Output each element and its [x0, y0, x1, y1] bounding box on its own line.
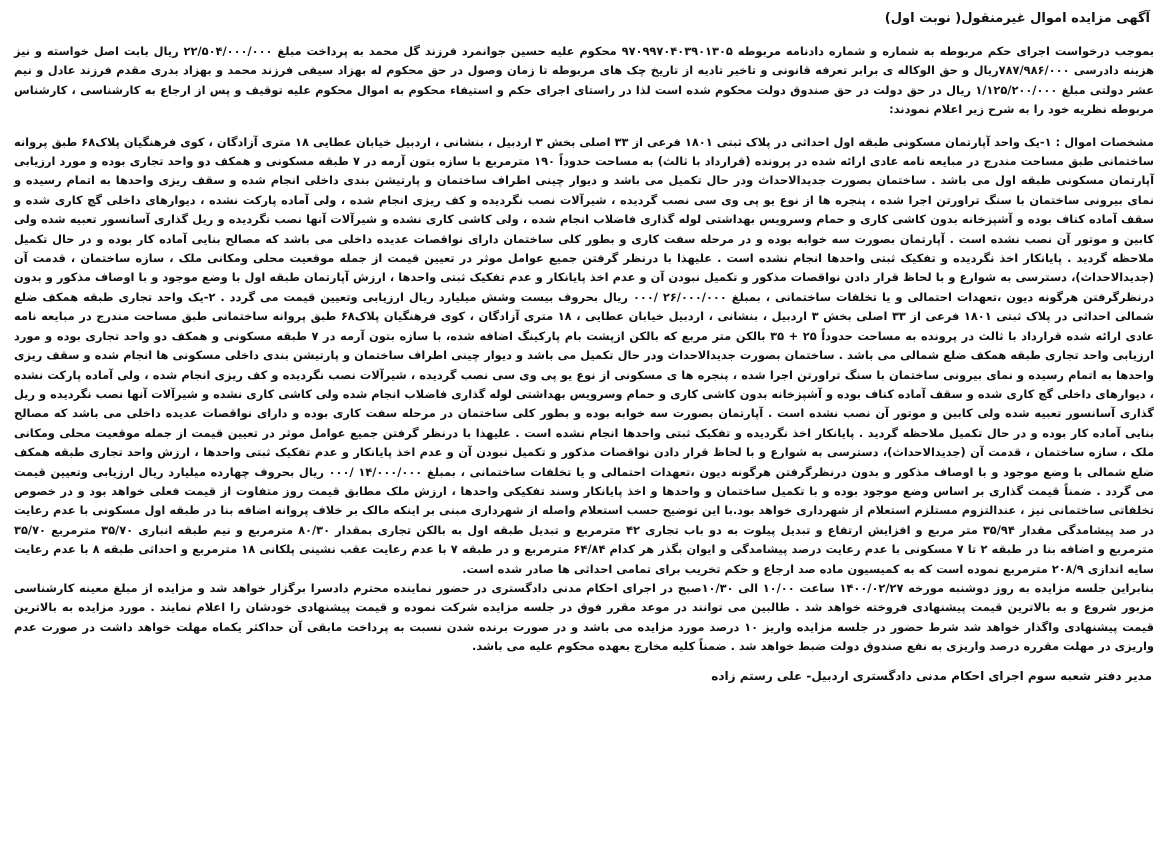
property-specs-paragraph: مشخصات اموال : ۱-یک واحد آپارتمان مسکونی طبقه اول احداثی در پلاک ثبتی ۱۸۰۱ فرعی از ۳۳ اصلی بخش ۳ اردبیل ، بنشانی ، اردبیل خیابان عطایی ۱۸ متری آزادگان ، کوی فرهنگیان پلاک۶۸ طبق پروانه ساختمانی طبق مساحت مندرج در مبایعه نامه عادی ارائه شده در پرونده (قرارداد با ثالث) به مساحت حدوداً ۱۹۰ مترمربع با سازه بتون آرمه در ۷ طبقه مسکونی و همکف دو واحد تجاری بوده و مورد ارزیابی آپارتمان مسکونی طبقه اول می باشد . ساختمان بصورت جدیدالاحداث ودر حال تکمیل می باشد و دیوار چینی اطراف ساختمان و پارتیشن بندی داخلی انجام شده و سقف ریزی واحدها به اتمام رسیده و نمای بیرونی ساختمان با سنگ تراورتن اجرا شده ، پنجره ها از نوع یو پی وی سی نصب گردیده ، شیرآلات نصب نگردیده و کف ریزی انجام شده ، ولی آماده پارکت نشده ، دیوارهای داخلی گچ کاری شده و سقف آماده کناف بوده و آشپزخانه بدون کاشی کاری و حمام وسرویس بهداشتی لوله گذاری فاضلاب انجام شده ، ولی کاشی کاری نشده و شیرآلات آنها نصب نگردیده و ریل گذاری آسانسور تعبیه شده ولی کابین و موتور آن نصب نشده است . آپارتمان بصورت سه خوابه بوده و در مرحله سفت کاری و بطور کلی ساختمان دارای نواقصات عدیده داخلی می باشد که مصالح بنایی آماده کار بوده و در حال تکمیل ملاحظه گردید . پایانکار اخذ نگردیده و تفکیک ثبتی واحدها انجام نشده است . علیهذا با درنظر گرفتن جمیع عوامل موثر در تعیین قیمت از جمله موقعیت محلی ومکانی ملک ، سازه ساختمان ، قدمت آن (جدیدالاحداث)، دسترسی به شوارع و با لحاظ قرار دادن نواقصات مذکور و تکمیل نبودن آن و عدم اخذ پایانکار و عدم تفکیک ثبتی واحدها ، ارزش آپارتمان طبقه اول با وضع موجود و با اوصاف مذکور و بدون درنظرگرفتن هرگونه دیون ،تعهدات احتمالی و یا تخلفات ساختمانی ، بمبلغ ۲۶/۰۰۰/۰۰۰ /۰۰۰ ریال بحروف بیست وشش میلیارد ریال ارزیابی وتعیین قیمت می گردد . ۲-یک واحد تجاری طبقه همکف ضلع شمالی احداثی در پلاک ثبتی ۱۸۰۱ فرعی از ۳۳ اصلی بخش ۳ اردبیل ، بنشانی ، اردبیل خیابان عطایی ، ۱۸ متری آزادگان ، کوی فرهنگیان پلاک۶۸ طبق پروانه ساختمانی طبق مساحت مندرج در مبایعه نامه عادی ارائه شده قرارداد با ثالث در پرونده به مساحت حدوداً ۲۵ + ۳۵ بالکن متر مربع که بالکن ازپشت بام پارکینگ اضافه شده، با سازه بتون آرمه در ۷ طبقه مسکونی و همکف دو واحد تجاری بوده و مورد ارزیابی واحد تجاری طبقه همکف ضلع شمالی می باشد . ساختمان بصورت جدیدالاحداث ودر حال تکمیل می باشد و دیوار چینی اطراف ساختمان و پارتیشن بندی داخلی مسکونی ها انجام شده و سقف ریزی واحدها به اتمام رسیده و نمای بیرونی ساختمان با سنگ تراورتن اجرا شده ، پنجره ها ی مسکونی از نوع یو پی وی سی نصب گردیده ، شیرآلات نصب نگردیده و کف ریزی انجام شده ، ولی آماده پارکت نشده ، دیوارهای داخلی گچ کاری شده و سقف آماده کناف بوده و آشپزخانه بدون کاشی کاری و حمام وسرویس بهداشتی لوله گذاری فاضلاب انجام شده ولی کاشی کاری نشده و شیرآلات آنها نصب نگردیده و ریل گذاری آسانسور تعبیه شده ولی کابین و موتور آن نصب نشده است . آپارتمان بصورت سه خوابه بوده و بطور کلی ساختمان در مرحله سفت کاری بوده و دارای نواقصات عدیده داخلی می باشد که مصالح بنایی آماده کار بوده و در حال تکمیل ملاحظه گردید . پایانکار اخذ نگردیده و تفکیک ثبتی واحدها انجام نشده است . علیهذا با درنظر گرفتن جمیع عوامل موثر در تعیین قیمت از جمله موقعیت محلی ومکانی ملک ، سازه ساختمان ، قدمت آن (جدیدالاحداث)، دسترسی به شوارع و با لحاظ قرار دادن نواقصات مذکور و تکمیل نبودن آن و عدم اخذ پایانکار و عدم تفکیک ثبتی واحدها ، ارزش واحد تجاری طبقه همکف ضلع شمالی با وضع موجود و با اوصاف مذکور و بدون درنظرگرفتن هرگونه دیون ،تعهدات احتمالی و یا تخلفات ساختمانی ، بمبلغ ۱۴/۰۰۰/۰۰۰ /۰۰۰ ریال بحروف چهارده میلیارد ریال ارزیابی وتعیین قیمت می گردد . ضمناً قیمت گذاری بر اساس وضع موجود بوده و با تکمیل ساختمان و واحدها و اخذ پایانکار وسند تفکیکی واحدها ، ارزش ملک مطابق قیمت روز متفاوت از قیمت فعلی خواهد بود و در خصوص تخلفاتی ساختمانی نیز ، عندالتزوم مستلزم استعلام از شهرداری خواهد بود.با این توضیح حسب استعلام واصله از شهرداری مبنی بر اینکه مالک بر خلاف پروانه اضافه بنا در طبقه اول مسکونی با عدم رعایت در صد پیشامدگی مقدار ۳۵/۹۴ متر مربع و افزایش ارتفاع و تبدیل پیلوت به دو باب تجاری ۴۲ مترمربع و تبدیل طبقه اول به بالکن تجاری بمقدار ۸۰/۳۰ مترمربع و نیم طبقه انباری ۳۵/۷۰ مترمربع ۳۵/۷۰ مترمربع و اضافه بنا در طبقه ۲ تا ۷ مسکونی با عدم رعایت درصد پیشامدگی و ایوان بگذر هر کدام ۶۴/۸۴ مترمربع و در طبقه ۷ با عدم رعایت عقب نشینی پلکانی ۱۸ مترمربع و احداثی طبقه ۸ با عدم رعایت سایه اندازی ۲۰۸/۹ مترمربع نموده است که به کمیسیون ماده صد ارجاع و حکم تخریب برای تمامی احداثی ها صادر شده است.	[14, 134, 1155, 576]
signature-line: مدیر دفتر شعبه سوم اجرای احکام مدنی دادگستری اردبیل- علی رستم زاده	[711, 668, 1152, 683]
intro-paragraph: بموجب درخواست اجرای حکم مربوطه به شماره و شماره دادنامه مربوطه ۹۷۰۹۹۷۰۴۰۳۹۰۱۳۰۵ محکوم علیه حسین جوانمرد فرزند گل محمد به پرداخت مبلغ ۲۲/۵۰۴/۰۰۰/۰۰۰ ریال بابت اصل خواسته و نیز هزینه دادرسی ۷۸۷/۹۸۶/۰۰۰ریال و حق الوکاله ی برابر تعرفه قانونی و تاخیر تادیه از تاریخ چک های مربوطه تا زمان وصول در حق محکوم له بهزاد سیفی فرزند محمد و بهزاد بدری مقدم فرزند عادل و نیم عشر دولتی مبلغ ۱/۱۲۵/۲۰۰/۰۰۰ ریال در حق دولت در حق صندوق دولت محکوم شده است لذا در راستای اجرای حکم و استیفاء محکوم به اموال محکوم علیه توقیف و پس از ارجاع به کارشناسی ، کارشناس مربوطه نظریه خود را به شرح زیر اعلام نمودند:	[14, 44, 1154, 117]
auction-terms-paragraph: بنابراین جلسه مزایده به روز دوشنبه مورخه ۱۴۰۰/۰۲/۲۷ ساعت ۱۰/۰۰ الی ۱۰/۳۰صبح در اجرای احکام مدنی دادگستری در حضور نماینده محترم دادسرا برگزار خواهد شد و مزایده از مبلغ معینه کارشناسی مزبور شروع و به بالاترین قیمت پیشنهادی فروخته خواهد شد . طالبین می توانند در موعد مقرر فوق در جلسه مزایده شرکت نموده و قیمت پیشنهادی خودشان را اعلام نمایند . مورد مزایده به بالاترین قیمت پیشنهادی واگذار خواهد شد شرط حضور در جلسه مزایده واریز ۱۰ درصد مورد مزایده می باشد و در صورت برنده شدن نسبت به پرداخت مابقی آن حداکثر یکماه مهلت خواهد داشت در صورت عدم واریزی در مهلت مقرره درصد واریزی به نفع صندوق دولت ضبط خواهد شد . ضمناً کلیه مخارج بعهده محکوم علیه می باشد.	[14, 580, 1155, 654]
notice-title: آگهی مزایده اموال غیرمنقول( نوبت اول)	[884, 11, 1150, 26]
